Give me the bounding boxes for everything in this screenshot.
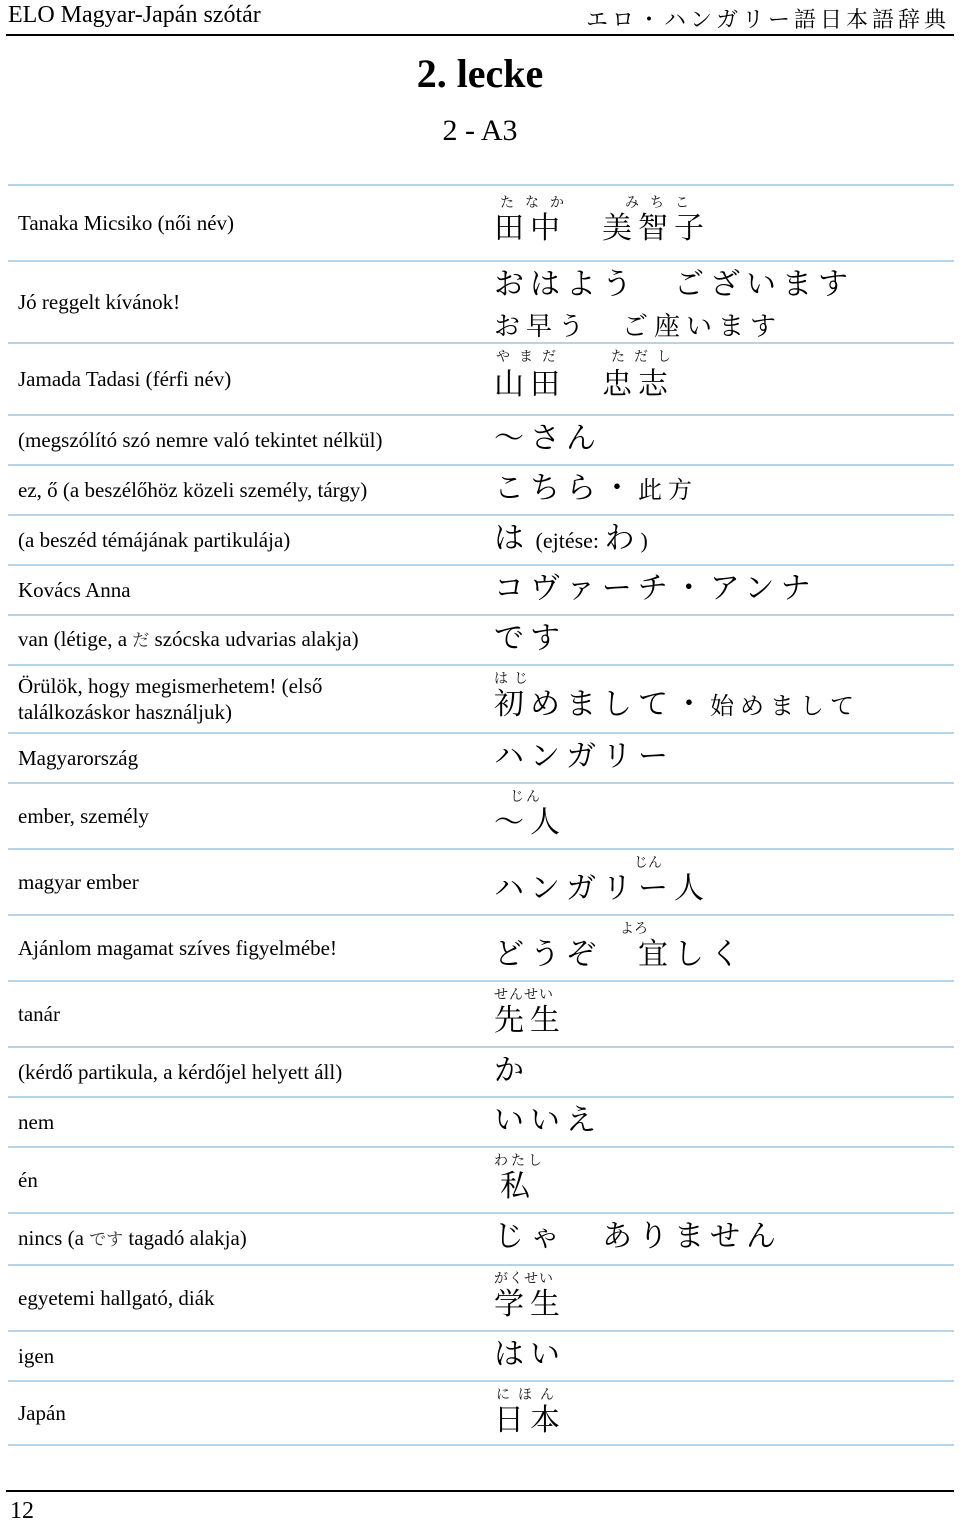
vocab-row <box>8 414 954 464</box>
furigana: やまだ ただし <box>496 349 680 365</box>
inline-japanese: だ <box>132 631 150 651</box>
japanese-term <box>494 566 954 614</box>
japanese-word: は <box>494 521 530 556</box>
japanese-word: じゃ ありません <box>494 1219 782 1254</box>
furigana: じん <box>494 855 662 871</box>
japanese-word: 初めまして・ <box>494 687 710 722</box>
japanese-term <box>494 416 954 464</box>
furigana: たなか みちこ <box>500 195 700 211</box>
hungarian-term: ember, személy <box>18 804 149 828</box>
japanese-word: か <box>494 1053 530 1088</box>
japanese-term <box>494 784 954 848</box>
japanese-term <box>494 1214 954 1264</box>
vocab-row <box>8 1146 954 1212</box>
japanese-word: ハンガリー <box>494 739 674 774</box>
furigana: にほん <box>496 1387 562 1403</box>
japanese-word: です <box>494 621 566 656</box>
furigana: がくせい <box>494 1271 554 1287</box>
pronunciation-close: ) <box>640 528 648 553</box>
vocab-row <box>8 564 954 614</box>
japanese-term <box>494 616 954 664</box>
vocab-row <box>8 1380 954 1446</box>
page-header <box>6 0 954 36</box>
japanese-term <box>494 1266 954 1330</box>
vocab-row <box>8 980 954 1046</box>
vocab-row <box>8 342 954 414</box>
hungarian-term: egyetemi hallgató, diák <box>18 1286 215 1310</box>
hungarian-term: tanár <box>18 1002 60 1026</box>
pronunciation-kana: わ <box>604 521 641 556</box>
japanese-word: コヴァーチ・アンナ <box>494 571 817 606</box>
furigana: よろ <box>494 921 648 937</box>
inline-japanese: です <box>89 1230 124 1250</box>
vocab-row <box>8 1330 954 1380</box>
japanese-word: こちら・ <box>494 471 638 506</box>
lesson-subtitle: 2 - A3 <box>442 114 518 147</box>
hungarian-term: Ajánlom magamat szíves figyelmébe! <box>18 936 337 960</box>
japanese-word: 田中 美智子 <box>494 211 710 246</box>
japanese-term <box>494 1332 954 1380</box>
hungarian-term: Tanaka Micsiko (női név) <box>18 211 235 235</box>
japanese-word: ハンガリー人 <box>494 871 710 906</box>
japanese-term <box>494 916 954 980</box>
vocab-row <box>8 664 954 732</box>
hungarian-term: nem <box>18 1110 55 1134</box>
japanese-word: 山田 忠志 <box>494 367 674 402</box>
japanese-term <box>494 1098 954 1146</box>
hungarian-term: (megszólító szó nemre való tekintet nélkül) <box>18 428 383 452</box>
hungarian-term: ez, ő (a beszélőhöz közeli személy, tárgy) <box>18 478 368 502</box>
japanese-word: 日本 <box>494 1403 566 1438</box>
japanese-term <box>494 466 954 514</box>
japanese-word-kanji: お早う ご座います <box>494 312 783 342</box>
japanese-term <box>494 1382 954 1444</box>
furigana: せんせい <box>494 987 554 1003</box>
vocab-row <box>8 1264 954 1330</box>
page-footer <box>6 1490 954 1524</box>
japanese-word: ～さん <box>494 421 602 456</box>
japanese-word: おはよう ございます <box>494 267 854 302</box>
hungarian-term: Magyarország <box>18 746 139 770</box>
vocab-row <box>8 1212 954 1264</box>
header-left-title: ELO Magyar-Japán szótár <box>8 2 261 28</box>
japanese-word-kanji: 始めまして <box>710 692 860 720</box>
lesson-title: 2. lecke <box>416 51 544 96</box>
hungarian-term: (a beszéd témájának partikulája) <box>18 528 291 552</box>
vocab-row <box>8 514 954 564</box>
vocab-row <box>8 1096 954 1146</box>
vocab-row <box>8 614 954 664</box>
vocab-row <box>8 260 954 342</box>
vocab-row <box>8 1046 954 1096</box>
vocabulary-table <box>8 184 954 1446</box>
japanese-term <box>494 666 954 732</box>
vocab-row <box>8 848 954 914</box>
vocab-row <box>8 732 954 782</box>
header-right-title: エロ・ハンガリー語日本語辞典 <box>585 8 950 33</box>
vocab-row <box>8 782 954 848</box>
vocab-row <box>8 464 954 514</box>
hungarian-term: Jamada Tadasi (férfi név) <box>18 367 232 391</box>
japanese-term <box>494 734 954 782</box>
japanese-word: 学生 <box>494 1287 566 1322</box>
japanese-word-kanji: 此方 <box>638 476 698 504</box>
hungarian-term: Japán <box>18 1401 66 1425</box>
japanese-word: いいえ <box>494 1103 602 1138</box>
japanese-term <box>494 516 954 564</box>
japanese-word: はい <box>494 1337 566 1372</box>
hungarian-term: (kérdő partikula, a kérdőjel helyett áll) <box>18 1060 343 1084</box>
hungarian-term: magyar ember <box>18 870 139 894</box>
japanese-term <box>494 982 954 1046</box>
hungarian-term: én <box>18 1168 38 1192</box>
japanese-word: どうぞ 宜しく <box>494 937 746 972</box>
vocab-row <box>8 184 954 260</box>
japanese-term <box>494 1148 954 1212</box>
hungarian-term: Kovács Anna <box>18 578 131 602</box>
pronunciation-note: (ejtése: <box>530 528 605 553</box>
furigana: わたし <box>494 1153 545 1169</box>
hungarian-term: Jó reggelt kívánok! <box>18 290 181 314</box>
page-number: 12 <box>10 1498 34 1524</box>
japanese-word: ～人 <box>494 805 566 840</box>
vocab-row <box>8 914 954 980</box>
japanese-term <box>494 850 954 914</box>
japanese-word: 私 <box>500 1169 536 1204</box>
japanese-word: 先生 <box>494 1003 566 1038</box>
furigana: はじ <box>494 671 534 687</box>
furigana: じん <box>494 789 542 805</box>
hungarian-term: igen <box>18 1344 55 1368</box>
japanese-term <box>494 344 954 414</box>
japanese-term <box>494 1048 954 1096</box>
hungarian-term: nincs (a です tagadó alakja) <box>18 1226 247 1250</box>
hungarian-term: van (létige, a だ szócska udvarias alakja) <box>18 627 359 651</box>
japanese-term <box>494 186 954 260</box>
japanese-term <box>494 262 954 342</box>
hungarian-term: Örülök, hogy megismerhetem! (első találkozáskor használjuk) <box>18 674 323 724</box>
